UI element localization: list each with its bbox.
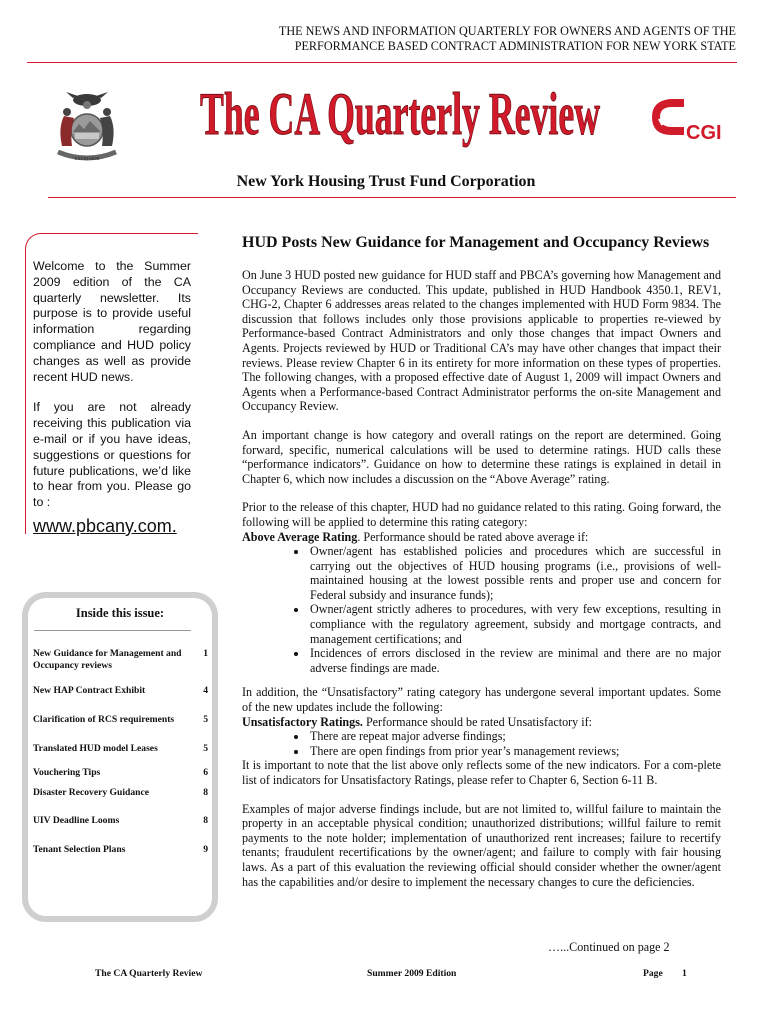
toc-label: Clarification of RCS requirements <box>33 714 175 725</box>
article-paragraph: On June 3 HUD posted new guidance for HUD staff and PBCA’s governing how Management and Occupancy Reviews are conducted. This update, published in HUD Handbook 4350.1, REV1, CHG-2, Chapter 6 addresses areas related to the changes implemented with HUD Form 9834. The discussion that follows includes only those provisions applicable to properties re-viewed by Performance-based Contract Administrators and only those changes that impact Owners and Agents. Projects reviewed by HUD or Traditional CA’s may have other changes that impact their reviews. Please review Chapter 6 in its entirety for more information on these types of properties. The following changes, with a proposed effective date of August 1, 2009 will impact Owners and Agents when a Performance-based Contract Administrator performs the on-site Management and Occupancy Review. <box>242 268 721 414</box>
unsatisfactory-heading <box>242 715 721 730</box>
above-average-label: Above Average Rating <box>242 529 358 544</box>
masthead-text: The CA Quarterly Review <box>200 81 601 147</box>
toc-item[interactable] <box>33 685 208 697</box>
cgi-logo-text: CGI <box>686 122 722 143</box>
unsatisfactory-text: Performance should be rated Unsatisfactory if: <box>362 714 592 729</box>
organization-title: New York Housing Trust Fund Corporation <box>236 173 536 190</box>
seal-motto: EXCELSIOR <box>74 156 100 161</box>
inside-this-issue-box <box>22 592 218 922</box>
article-paragraph: Examples of major adverse findings include, but are not limited to, willful failure to maintain the property in an acceptable physical condition; unauthorized distributions; willful failure to remit payments to the note holder; implementation of unauthorized rent increases; failure to recertify tenants; fraudulent recertifications by the owner/agent; and failure to comply with fair housing laws. As a part of this evaluation the reviewing official should consider whether the owner/agent has the capabilities and/or desire to implement the necessary changes to cure the deficiencies. <box>242 801 721 889</box>
list-item: • Owner/agent has established policies and procedures which are successful in carrying out the objectives of HUD housing programs (i.e., provisions of well-maintained housing at the lowest possible rents and proper use and concern for Federal subsidy and insurance funds); <box>308 544 721 602</box>
masthead-title <box>190 64 610 154</box>
toc-item[interactable] <box>33 648 208 671</box>
toc-item[interactable] <box>33 787 208 799</box>
toc-page: 5 <box>203 743 208 754</box>
toc-page: 6 <box>203 767 208 778</box>
article-body <box>242 268 721 903</box>
toc-item[interactable] <box>33 767 208 779</box>
article-paragraph: Prior to the release of this chapter, HUD had no guidance related to this rating. Going forward, the following will be applied to determine this rating category: <box>242 500 721 529</box>
list-item: • Owner/agent strictly adheres to procedures, with very few exceptions, resulting in compliance with the regulatory agreement, subsidy and mortgage contracts, and management certifications; and <box>308 602 721 646</box>
toc-page: 8 <box>203 787 208 798</box>
article-paragraph: It is important to note that the list above only reflects some of the new indicators. For a com-plete list of indicators for Unsatisfactory Ratings, please refer to Chapter 6, Section 6-11 B. <box>242 758 721 787</box>
subscribe-paragraph: If you are not already receiving this publication via e-mail or if you have ideas, suggestions or questions for future publications, we’d like to hear from you. Please go to : <box>33 400 191 510</box>
toc-item[interactable] <box>33 815 208 827</box>
toc-label: New Guidance for Management and Occupancy reviews <box>33 648 182 671</box>
article-title: HUD Posts New Guidance for Management and Occupancy Reviews <box>242 234 710 251</box>
toc-label: Tenant Selection Plans <box>33 844 126 855</box>
unsatisfactory-label: Unsatisfactory Ratings. <box>242 714 363 729</box>
toc-label: Vouchering Tips <box>33 767 101 778</box>
above-average-heading <box>242 530 721 545</box>
footer-publication: The CA Quarterly Review <box>95 968 203 979</box>
website-link[interactable]: www.pbcany.com. <box>33 515 177 536</box>
list-item: • There are repeat major adverse findings; <box>308 729 721 744</box>
footer-page-label: Page <box>643 968 663 979</box>
tagline-line-1: THE NEWS AND INFORMATION QUARTERLY FOR OWNERS AND AGENTS OF THE <box>278 24 736 38</box>
continued-note: …...Continued on page 2 <box>548 940 670 954</box>
toc-item[interactable] <box>33 714 208 726</box>
footer-edition: Summer 2009 Edition <box>367 968 457 979</box>
header-tagline <box>200 24 736 54</box>
list-item: • There are open findings from prior year’s management reviews; <box>308 744 721 759</box>
toc-page: 1 <box>203 648 208 659</box>
article-paragraph: An important change is how category and overall ratings on the report are determined. Going forward, specific, numerical calculations will be used to determine ratings. HUD calls these “performance indicators”. Guidance on how to determine these ratings is explained in detail in Chapter 6, which now includes a discussion on the “Above Average” rating. <box>242 427 721 486</box>
article-paragraph: In addition, the “Unsatisfactory” rating category has undergone several important updates. Some of the new updates include the following: <box>242 685 721 715</box>
toc-label: Translated HUD model Leases <box>33 743 158 754</box>
tagline-line-2: PERFORMANCE BASED CONTRACT ADMINISTRATION FOR NEW YORK STATE <box>294 39 736 53</box>
toc-item[interactable] <box>33 844 208 856</box>
toc-label: New HAP Contract Exhibit <box>33 685 146 696</box>
above-average-list <box>242 544 721 675</box>
inside-this-issue-title: Inside this issue: <box>75 606 165 620</box>
header-rule <box>27 62 737 63</box>
title-rule <box>48 197 736 198</box>
welcome-text <box>33 259 191 537</box>
toc-label: Disaster Recovery Guidance <box>33 787 149 798</box>
welcome-paragraph: Welcome to the Summer 2009 edition of the CA quarterly newsletter. Its purpose is to provide useful information regarding compliance and HUD policy changes as well as provide recent HUD news. <box>33 259 191 384</box>
ny-state-seal-icon <box>48 86 126 168</box>
above-average-text: . Performance should be rated above average if: <box>357 529 589 544</box>
toc-page: 9 <box>203 844 208 855</box>
cgi-logo-icon <box>648 95 740 143</box>
footer-page-number: 1 <box>682 968 687 979</box>
toc-item[interactable] <box>33 743 208 755</box>
toc-page: 8 <box>203 815 208 826</box>
toc-page: 5 <box>203 714 208 725</box>
toc-page: 4 <box>203 685 208 696</box>
list-item: • Incidences of errors disclosed in the review are minimal and there are no major adverse findings are made. <box>308 646 721 675</box>
unsatisfactory-list <box>242 729 721 758</box>
toc-label: UIV Deadline Looms <box>33 815 120 826</box>
inside-divider <box>34 630 191 631</box>
